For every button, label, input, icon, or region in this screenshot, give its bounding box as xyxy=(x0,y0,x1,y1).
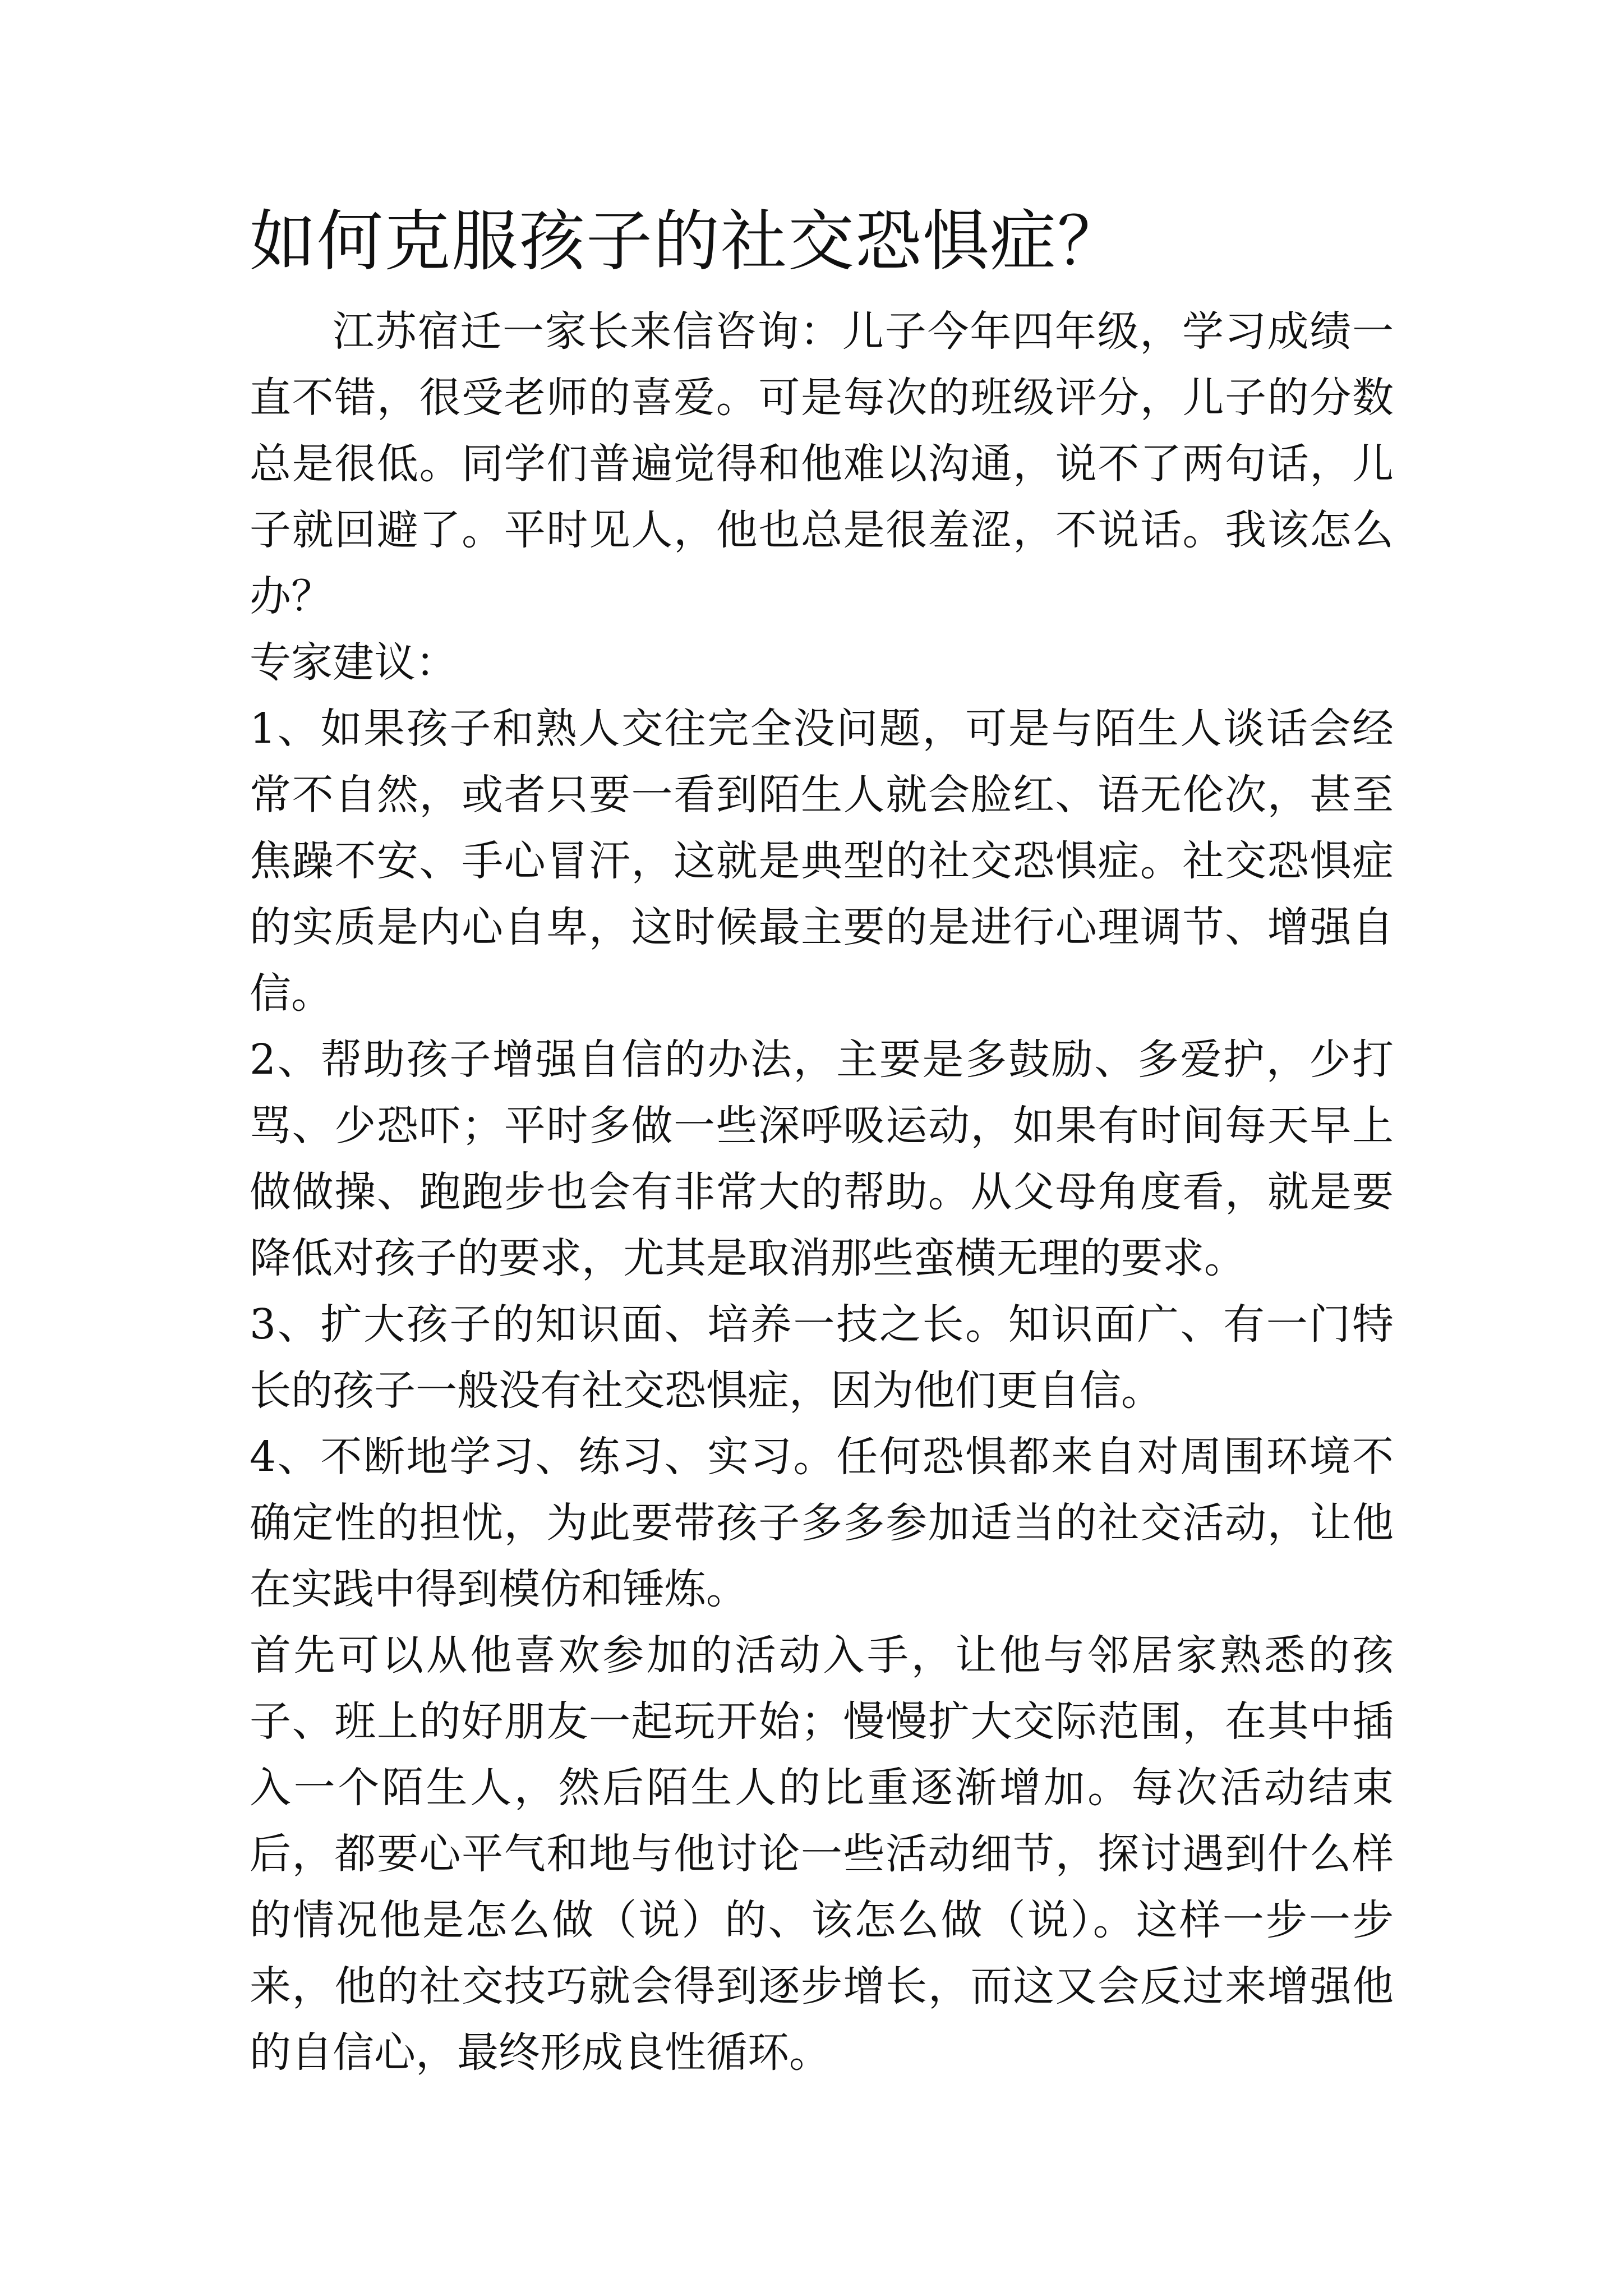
advice-heading: 专家建议： xyxy=(250,638,457,687)
document-title: 如何克服孩子的社交恐惧症？ xyxy=(250,203,1125,280)
document-page xyxy=(250,191,1394,2086)
closing-paragraph: 首先可以从他喜欢参加的活动入手，让他与邻居家熟悉的孩子、班上的好朋友一起玩开始；慢慢扩大交际范围，在其中插入一个陌生人，然后陌生人的比重逐渐增加。每次活动结束后，都要心平气和地与他讨论一些活动细节，探讨遇到什么样的情况他是怎么做（说）的、该怎么做（说）。这样一步一步来，他的社交技巧就会得到逐步增长，而这又会反过来增强他的自信心，最终形成良性循环。 xyxy=(250,1631,1394,2077)
advice-item-2: 2、帮助孩子增强自信的办法，主要是多鼓励、多爱护，少打骂、少恐吓；平时多做一些深呼吸运动，如果有时间每天早上做做操、跑跑步也会有非常大的帮助。从父母角度看，就是要降低对孩子的要求，尤其是取消那些蛮横无理的要求。 xyxy=(250,1036,1394,1282)
advice-item-3: 3、扩大孩子的知识面、培养一技之长。知识面广、有一门特长的孩子一般没有社交恐惧症，因为他们更自信。 xyxy=(250,1300,1394,1415)
advice-item-4: 4、不断地学习、练习、实习。任何恐惧都来自对周围环境不确定性的担忧，为此要带孩子多多参加适当的社交活动，让他在实践中得到模仿和锤炼。 xyxy=(250,1433,1394,1613)
intro-paragraph: 江苏宿迁一家长来信咨询：儿子今年四年级，学习成绩一直不错，很受老师的喜爱。可是每次的班级评分，儿子的分数总是很低。同学们普遍觉得和他难以沟通，说不了两句话，儿子就回避了。平时见人，他也总是很羞涩，不说话。我该怎么办？ xyxy=(250,307,1394,620)
advice-item-1: 1、如果孩子和熟人交往完全没问题，可是与陌生人谈话会经常不自然，或者只要一看到陌生人就会脸红、语无伦次，甚至焦躁不安、手心冒汗，这就是典型的社交恐惧症。社交恐惧症的实质是内心自卑，这时候最主要的是进行心理调节、增强自信。 xyxy=(250,705,1394,1018)
